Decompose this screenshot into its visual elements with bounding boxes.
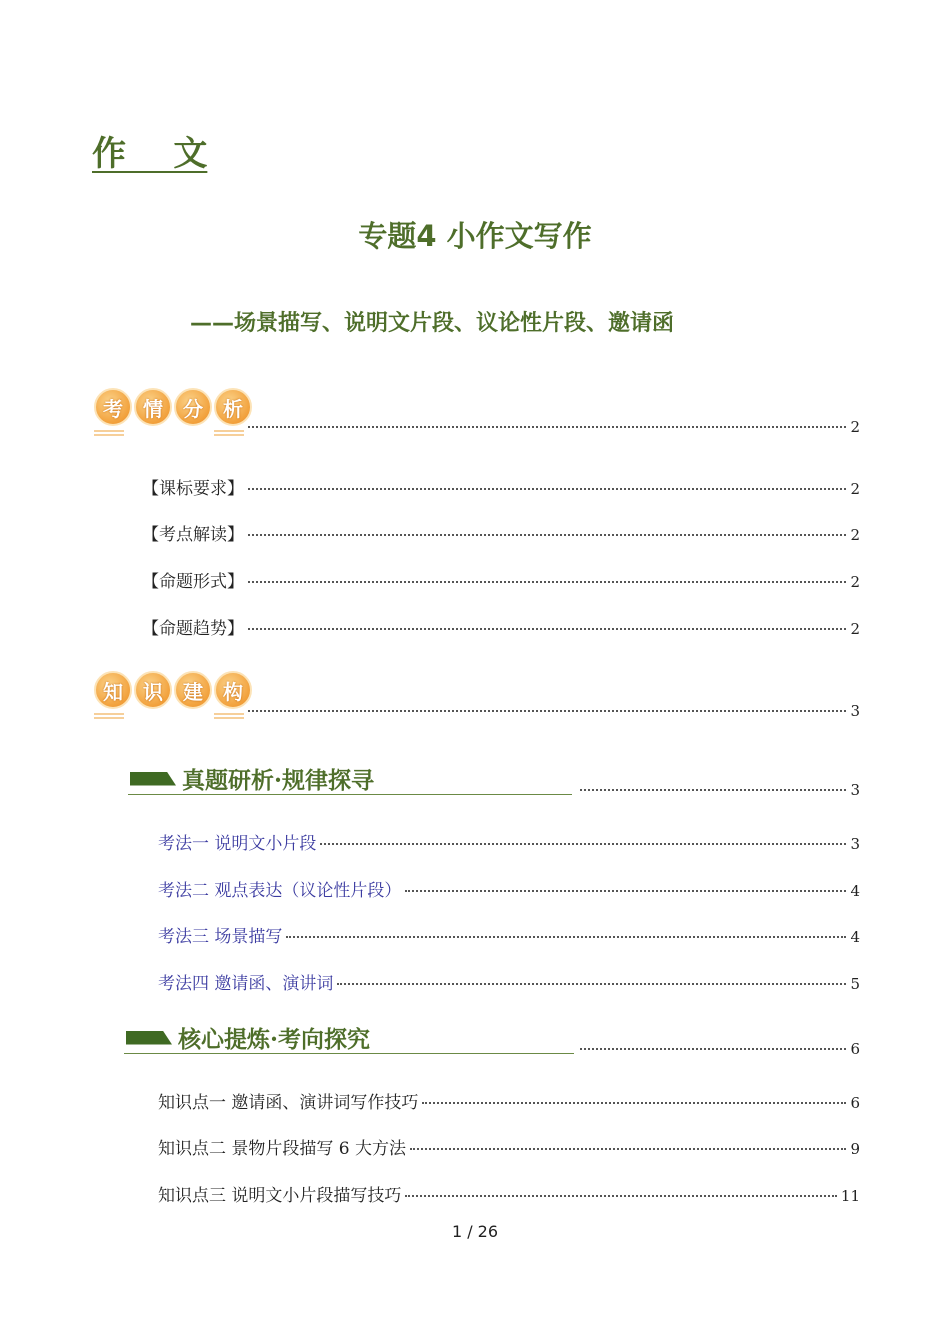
toc-entry[interactable]: [142, 520, 860, 545]
toc-page: 5: [850, 975, 860, 993]
knowledge-badge: [94, 671, 252, 709]
section-title: 核心提炼·考向探究: [178, 1026, 371, 1053]
section-rule: [124, 1053, 574, 1054]
toc-entry[interactable]: [158, 876, 860, 901]
page-indicator: 1 / 26: [451, 1222, 499, 1241]
toc-label: 考法一 说明文小片段: [158, 834, 317, 854]
toc-leader: [248, 488, 846, 490]
subject-heading: 作 文: [92, 134, 208, 174]
section-header-exam: [130, 762, 374, 795]
toc-page: 2: [850, 418, 860, 436]
badge-decoration: [94, 713, 244, 719]
toc-leader: [580, 789, 846, 791]
badge-decoration: [94, 430, 244, 436]
toc-label: 知识点三 说明文小片段描写技巧: [158, 1186, 402, 1206]
badge-char: 建: [174, 671, 212, 709]
toc-leader: [286, 936, 846, 938]
toc-label: 【命题趋势】: [142, 619, 244, 639]
section-header-core: [126, 1021, 370, 1054]
badge-char: 考: [94, 388, 132, 426]
page-title: 专题4 小作文写作: [358, 219, 592, 253]
toc-page: 3: [850, 781, 860, 799]
toc-entry-section1[interactable]: [576, 781, 860, 799]
toc-label: 知识点二 景物片段描写 6 大方法: [158, 1139, 407, 1159]
analysis-badge: [94, 388, 252, 426]
toc-leader: [320, 843, 846, 845]
page-subtitle: ——场景描写、说明文片段、议论性片段、邀请函: [190, 311, 675, 336]
toc-label: 【课标要求】: [142, 479, 244, 499]
toc-entry[interactable]: [142, 614, 860, 639]
toc-entry[interactable]: [158, 969, 860, 994]
badge-char: 知: [94, 671, 132, 709]
toc-entry[interactable]: [158, 1134, 860, 1159]
toc-leader: [248, 534, 846, 536]
toc-label: 考法三 场景描写: [158, 927, 283, 947]
toc-entry-analysis[interactable]: [244, 418, 860, 436]
badge-char: 识: [134, 671, 172, 709]
toc-page: 11: [840, 1187, 860, 1205]
toc-label: 考法四 邀请函、演讲词: [158, 974, 334, 994]
toc-leader: [422, 1102, 846, 1104]
toc-page: 3: [850, 835, 860, 853]
badge-char: 析: [214, 388, 252, 426]
section-bar-icon: [126, 1031, 172, 1045]
section-rule: [128, 794, 572, 795]
toc-entry[interactable]: [158, 1181, 860, 1206]
toc-entry[interactable]: [142, 474, 860, 499]
toc-page: 4: [850, 882, 860, 900]
badge-char: 分: [174, 388, 212, 426]
toc-leader: [248, 426, 846, 428]
toc-page: 3: [850, 702, 860, 720]
toc-label: 【考点解读】: [142, 525, 244, 545]
badge-char: 情: [134, 388, 172, 426]
badge-char: 构: [214, 671, 252, 709]
toc-leader: [410, 1148, 846, 1150]
toc-leader: [580, 1048, 846, 1050]
section-title: 真题研析·规律探寻: [182, 767, 375, 794]
toc-label: 【命题形式】: [142, 572, 244, 592]
toc-leader: [248, 628, 846, 630]
toc-page: 2: [850, 526, 860, 544]
toc-leader: [248, 581, 846, 583]
toc-entry[interactable]: [142, 567, 860, 592]
section-bar-icon: [130, 772, 176, 786]
toc-page: 4: [850, 928, 860, 946]
toc-page: 2: [850, 620, 860, 638]
toc-entry[interactable]: [158, 1088, 860, 1113]
toc-label: 知识点一 邀请函、演讲词写作技巧: [158, 1093, 419, 1113]
toc-entry-knowledge[interactable]: [244, 702, 860, 720]
toc-leader: [248, 710, 846, 712]
toc-page: 2: [850, 480, 860, 498]
toc-entry[interactable]: [158, 829, 860, 854]
toc-leader: [405, 1195, 837, 1197]
toc-page: 9: [850, 1140, 860, 1158]
toc-page: 6: [850, 1094, 860, 1112]
toc-page: 2: [850, 573, 860, 591]
toc-leader: [405, 890, 846, 892]
toc-leader: [337, 983, 846, 985]
toc-page: 6: [850, 1040, 860, 1058]
toc-entry-section2[interactable]: [576, 1040, 860, 1058]
toc-entry[interactable]: [158, 922, 860, 947]
toc-label: 考法二 观点表达（议论性片段）: [158, 881, 402, 901]
